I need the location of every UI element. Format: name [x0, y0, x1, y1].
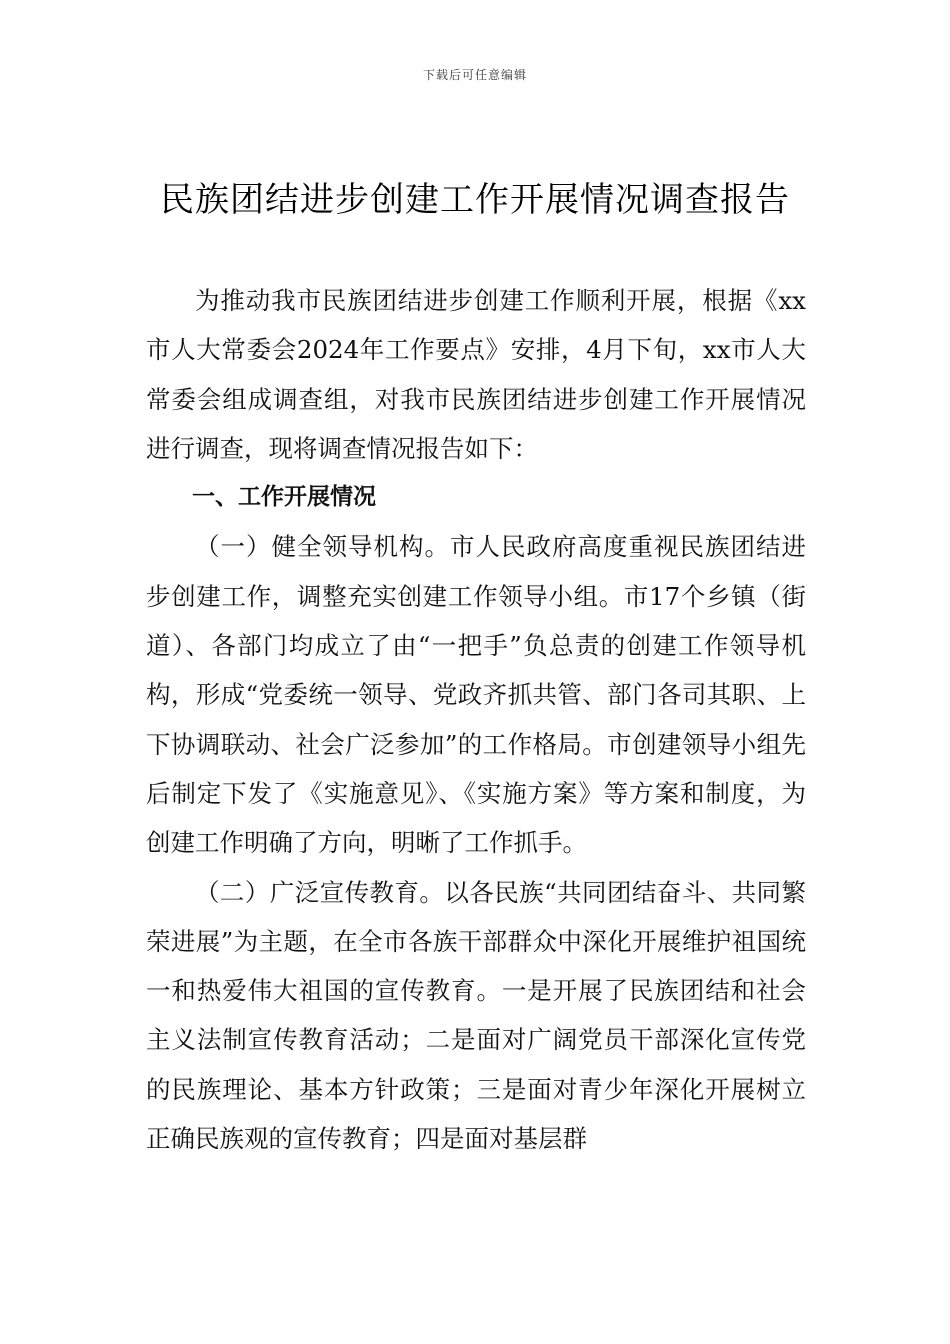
paragraph-item-2: （二）广泛宣传教育。以各民族“共同团结奋斗、共同繁荣进展”为主题，在全市各族干部群众中深化开展维护祖国统一和热爱伟大祖国的宣传教育。一是开展了民族团结和社会主义法制宣传教育活动；二是面对广阔党员干部深化宣传党的民族理论、基本方针政策；三是面对青少年深化开展树立正确民族观的宣传教育；四是面对基层群	[146, 877, 806, 1154]
intro-paragraph: 为推动我市民族团结进步创建工作顺利开展，根据《xx市人大常委会2024年工作要点》安排，4月下旬，xx市人大常委会组成调查组，对我市民族团结进步创建工作开展情况进行调查，现将调查情况报告如下：	[146, 286, 806, 463]
section-heading: 一、工作开展情况	[192, 484, 376, 511]
header-note: 下载后可任意编辑	[422, 68, 527, 82]
document-body	[146, 276, 806, 1163]
paragraph-item-1: （一）健全领导机构。市人民政府高度重视民族团结进步创建工作，调整充实创建工作领导小组。市17个乡镇（街道）、各部门均成立了由“一把手”负总责的创建工作领导机构，形成“党委统一领导、党政齐抓共管、部门各司其职、上下协调联动、社会广泛参加”的工作格局。市创建领导小组先后制定下发了《实施意见》、《实施方案》等方案和制度，为创建工作明确了方向，明晰了工作抓手。	[146, 532, 806, 858]
document-title: 民族团结进步创建工作开展情况调查报告	[160, 180, 790, 220]
